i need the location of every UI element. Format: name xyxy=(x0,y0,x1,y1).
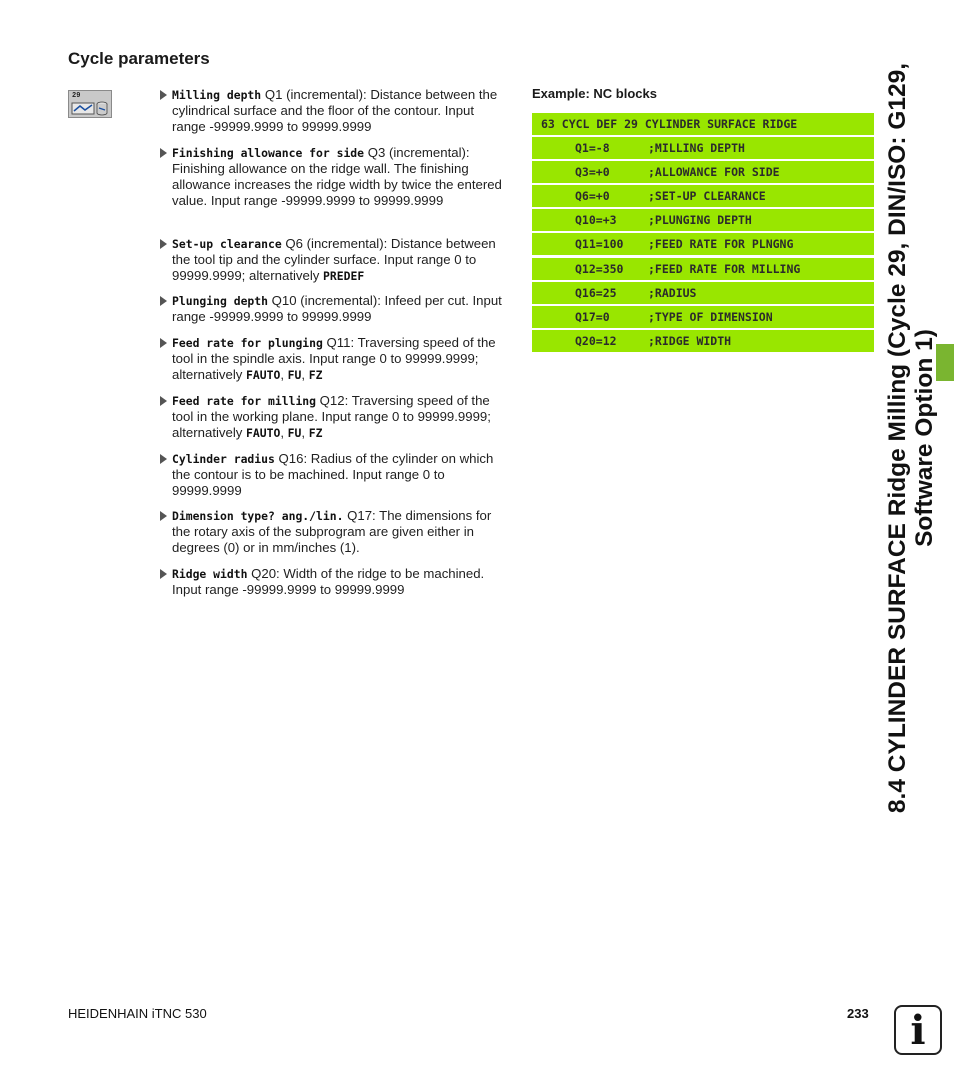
bullet-arrow-icon xyxy=(160,296,167,306)
chapter-tab-marker xyxy=(936,344,954,381)
param-key: Cylinder radius xyxy=(172,452,275,466)
param-text: Q12: Traversing speed of the tool in the working plane. Input range 0 to 99999.9999; alternatively xyxy=(172,393,491,440)
param-text: Q11: Traversing speed of the tool in the spindle axis. Input range 0 to 99999.9999; alternatively xyxy=(172,335,496,382)
side-title-line-2: Software Option 1) xyxy=(911,329,938,547)
nc-comment: ;RADIUS xyxy=(648,285,697,300)
param-cylinder-radius xyxy=(158,451,510,508)
bullet-arrow-icon xyxy=(160,454,167,464)
cycle-29-softkey-icon xyxy=(68,90,112,118)
param-text: Q17: The dimensions for the rotary axis of the subprogram are given either in degrees (0) or in mm/inches (1). xyxy=(172,508,492,555)
param-code: FU xyxy=(287,426,302,440)
param-text: Q6 (incremental): Distance between the tool tip and the cylinder surface. Input range 0 to 99999.9999; alternatively xyxy=(172,236,496,283)
param-setup-clearance xyxy=(158,236,510,293)
nc-block-row xyxy=(532,282,874,304)
nc-block-header: 63 CYCL DEF 29 CYLINDER SURFACE RIDGE xyxy=(532,113,874,135)
bullet-arrow-icon xyxy=(160,239,167,249)
nc-q: Q11=100 xyxy=(575,237,624,252)
nc-q: Q6=+0 xyxy=(575,189,610,204)
param-text: Q10 (incremental): Infeed per cut. Input range -99999.9999 to 99999.9999 xyxy=(172,293,502,324)
param-key: Feed rate for plunging xyxy=(172,336,323,350)
param-plunging-depth xyxy=(158,293,510,335)
param-finishing-allowance xyxy=(158,145,510,236)
nc-q: Q3=+0 xyxy=(575,165,610,180)
nc-comment: ;FEED RATE FOR MILLING xyxy=(648,261,801,276)
param-text: Q20: Width of the ridge to be machined. Input range -99999.9999 to 99999.9999 xyxy=(172,566,485,597)
param-code: FAUTO xyxy=(246,368,281,382)
nc-block-row xyxy=(532,258,874,280)
nc-block-row xyxy=(532,185,874,207)
nc-q: Q17=0 xyxy=(575,309,610,324)
page-number: 233 xyxy=(847,1006,869,1021)
bullet-arrow-icon xyxy=(160,511,167,521)
param-code: FZ xyxy=(308,368,323,382)
nc-block-row xyxy=(532,306,874,328)
nc-q: Q1=-8 xyxy=(575,141,610,156)
param-text: Q16: Radius of the cylinder on which the contour is to be machined. Input range 0 to 99999.9999 xyxy=(172,451,494,498)
param-key: Finishing allowance for side xyxy=(172,146,365,160)
side-title-line-1: 8.4 CYLINDER SURFACE Ridge Milling (Cycle 29, DIN/ISO: G129, xyxy=(884,62,911,814)
param-feed-plunging: Feed rate for plunging Q11: Traversing speed of the tool in the spindle axis. Input range 0 to 99999.9999; alternatively FAUTO, FU, FZ xyxy=(158,335,510,393)
nc-comment: ;FEED RATE FOR PLNGNG xyxy=(648,237,794,252)
bullet-arrow-icon xyxy=(160,338,167,348)
param-key: Ridge width xyxy=(172,567,248,581)
param-code: FZ xyxy=(308,426,323,440)
bullet-arrow-icon xyxy=(160,90,167,100)
nc-comment: ;ALLOWANCE FOR SIDE xyxy=(648,165,780,180)
param-dimension-type xyxy=(158,508,510,566)
param-key: Milling depth xyxy=(172,88,262,102)
param-key: Feed rate for milling xyxy=(172,394,317,408)
bullet-arrow-icon xyxy=(160,148,167,158)
param-code: FAUTO xyxy=(246,426,281,440)
parameter-list xyxy=(158,87,510,606)
nc-block-row xyxy=(532,161,874,183)
nc-block-row xyxy=(532,209,874,231)
example-title: Example: NC blocks xyxy=(532,86,657,101)
param-feed-milling: Feed rate for milling Q12: Traversing speed of the tool in the working plane. Input range 0 to 99999.9999; alternatively FAUTO, FU, FZ xyxy=(158,393,510,451)
cycle-icon-number: 29 xyxy=(72,92,81,100)
footer-product: HEIDENHAIN iTNC 530 xyxy=(68,1006,207,1021)
nc-q: Q10=+3 xyxy=(575,213,617,228)
bullet-arrow-icon xyxy=(160,396,167,406)
param-text: Q3 (incremental): Finishing allowance on the ridge wall. The finishing allowance increases the ridge width by twice the entered value. Input range -99999.9999 to 99999.9999 xyxy=(172,145,502,208)
nc-comment: ;RIDGE WIDTH xyxy=(648,333,732,348)
param-key: Set-up clearance xyxy=(172,237,282,251)
nc-comment: ;MILLING DEPTH xyxy=(648,141,745,156)
info-icon xyxy=(894,1005,942,1055)
nc-comment: ;PLUNGING DEPTH xyxy=(648,213,752,228)
chapter-side-title xyxy=(884,48,938,828)
nc-comment: ;SET-UP CLEARANCE xyxy=(648,189,766,204)
param-ridge-width xyxy=(158,566,510,606)
section-title: Cycle parameters xyxy=(68,49,210,68)
nc-q: Q12=350 xyxy=(575,261,624,276)
nc-blocks xyxy=(532,113,874,354)
cylinder-surface-icon xyxy=(71,100,111,117)
nc-block-row xyxy=(532,137,874,159)
param-key: Dimension type? ang./lin. xyxy=(172,509,344,523)
nc-comment: ;TYPE OF DIMENSION xyxy=(648,309,773,324)
bullet-arrow-icon xyxy=(160,569,167,579)
nc-q: Q16=25 xyxy=(575,285,617,300)
param-milling-depth xyxy=(158,87,510,145)
nc-block-row xyxy=(532,330,874,352)
nc-block-row xyxy=(532,233,874,255)
nc-q: Q20=12 xyxy=(575,333,617,348)
param-code: PREDEF xyxy=(323,269,365,283)
param-text: Q1 (incremental): Distance between the cylindrical surface and the floor of the contour. Input range -99999.9999 to 99999.9999 xyxy=(172,87,498,134)
param-key: Plunging depth xyxy=(172,294,269,308)
info-glyph: i xyxy=(910,1007,926,1054)
param-code: FU xyxy=(287,368,302,382)
